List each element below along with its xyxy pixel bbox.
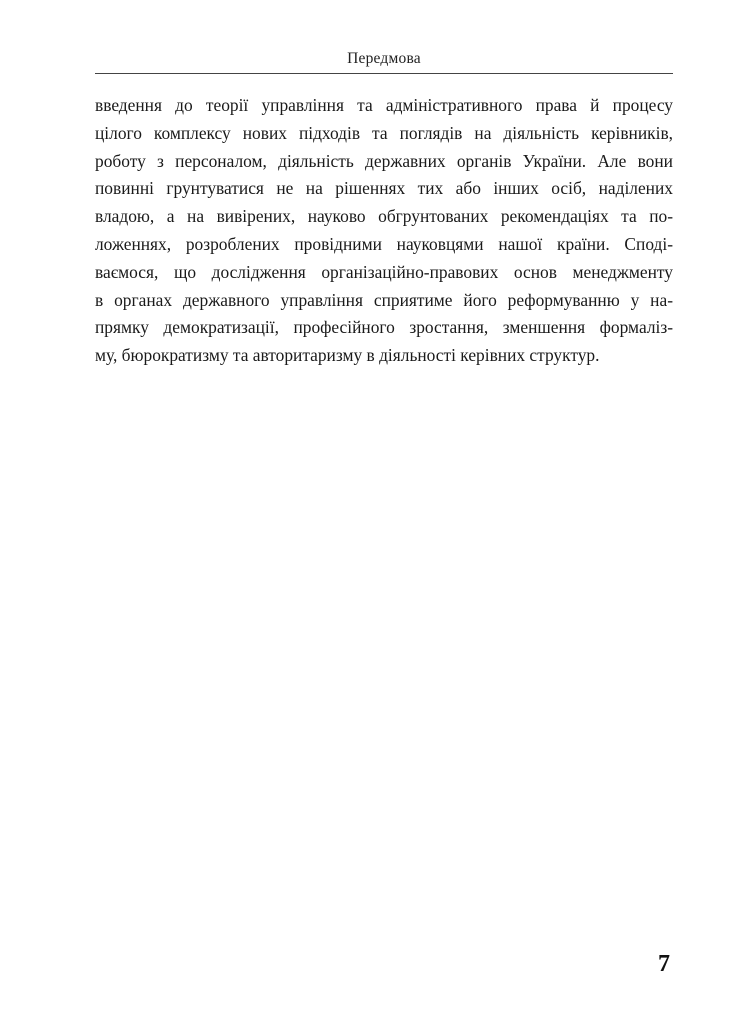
paragraph-line: повинні грунтуватися не на рішеннях тих або інших осіб, наділених xyxy=(95,178,673,199)
running-header: Передмова xyxy=(347,50,421,67)
paragraph-line: владою, а на вивірених, науково обгрунтованих рекомендаціях та по- xyxy=(95,206,673,227)
paragraph-line: му, бюрократизму та авторитаризму в діяльності керівних структур. xyxy=(95,345,600,366)
paragraph-line: цілого комплексу нових підходів та поглядів на діяльність керівників, xyxy=(95,122,673,143)
paragraph-line: ложеннях, розроблених провідними науковцями нашої країни. Сподi- xyxy=(95,233,673,254)
paragraph-line: роботу з персоналом, діяльність державних органів України. Але вони xyxy=(95,150,673,171)
paragraph-line: ваємося, що дослідження організаційно-правових основ менеджменту xyxy=(95,261,673,282)
header-divider xyxy=(95,73,673,74)
paragraph-line: в органах державного управління сприятиме його реформуванню у на- xyxy=(95,289,673,310)
paragraph-line: введення до теорії управління та адміністративного права й процесу xyxy=(95,95,673,115)
body-paragraph xyxy=(95,92,673,370)
paragraph-line: прямку демократизації, професійного зростання, зменшення формалiз- xyxy=(95,317,673,338)
page-number: 7 xyxy=(658,951,670,977)
